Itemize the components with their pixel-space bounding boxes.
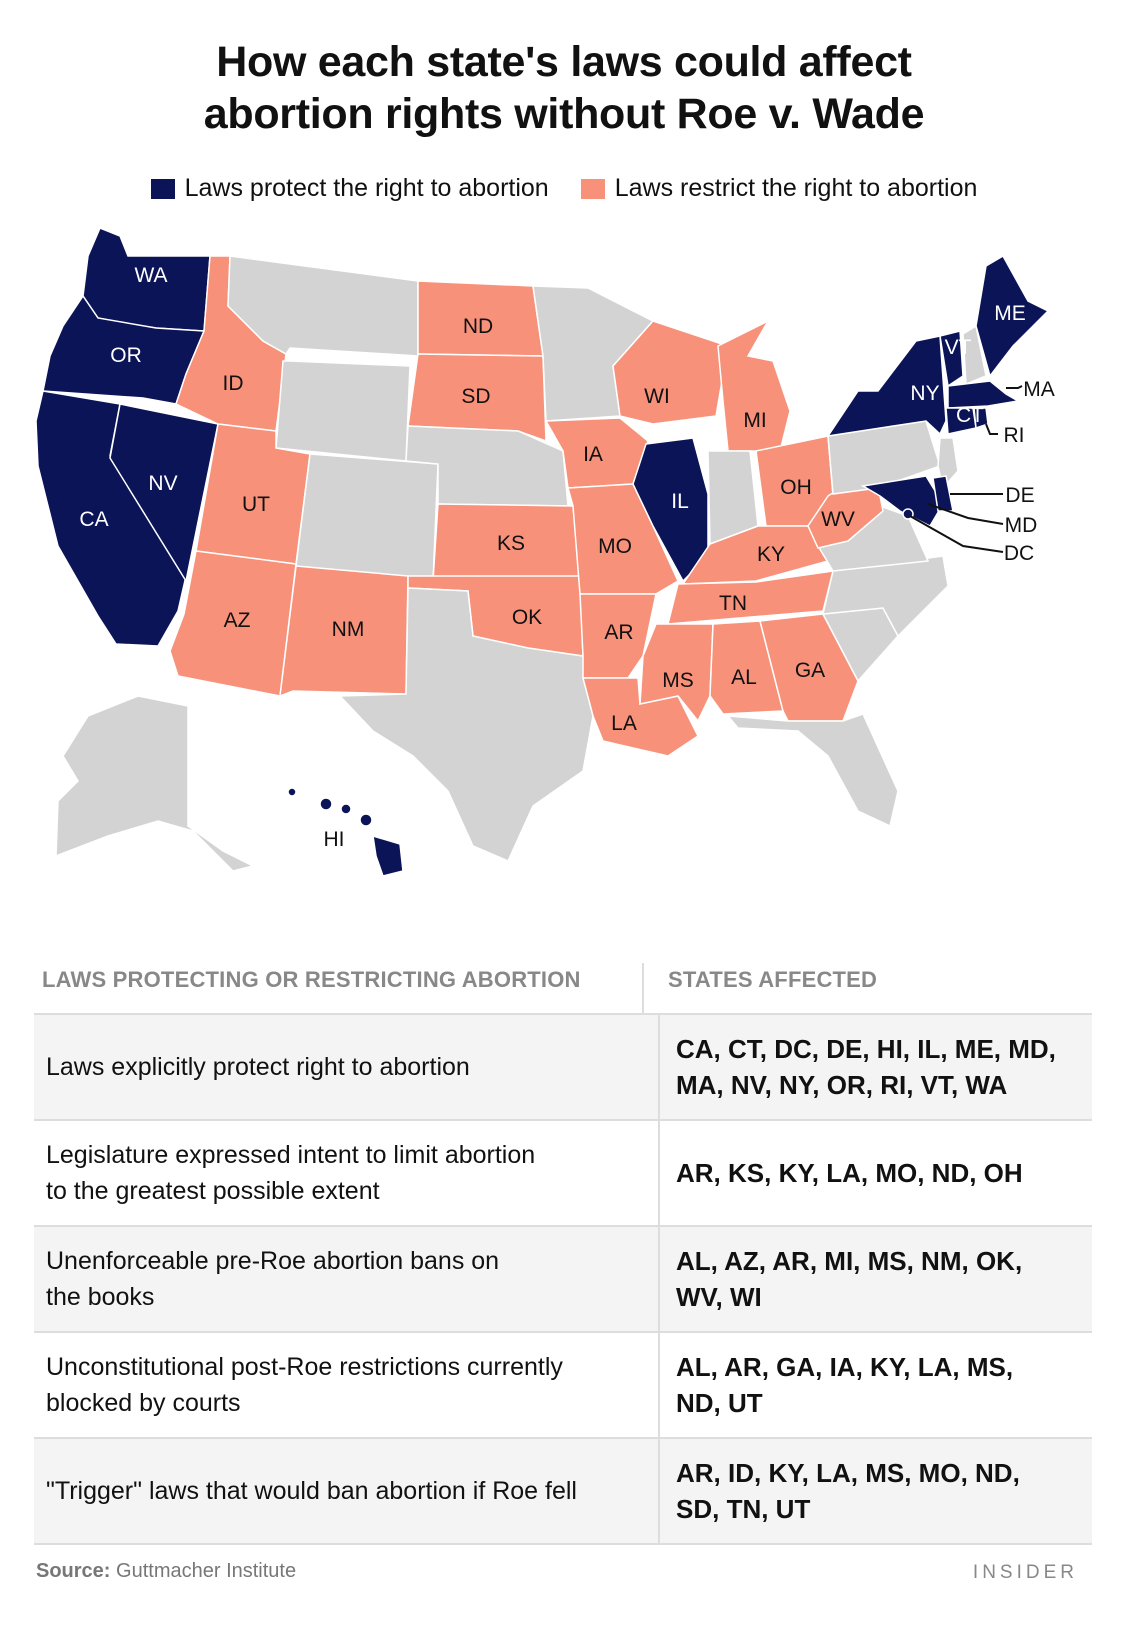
- legend-item-protect: [151, 174, 549, 203]
- label-VT: VT: [944, 336, 972, 359]
- table-row: [34, 1015, 1092, 1121]
- law-line: "Trigger" laws that would ban abortion if Roe fell: [46, 1477, 577, 1505]
- legend-item-restrict: [581, 174, 978, 203]
- label-MO: MO: [598, 535, 632, 558]
- callout-MD: [928, 504, 1003, 524]
- law-line: Laws explicitly protect right to abortion: [46, 1053, 470, 1081]
- label-KY: KY: [756, 543, 786, 566]
- table-row: [34, 1333, 1092, 1439]
- table-cell-states: [658, 1227, 1092, 1331]
- legend-label-protect: Laws protect the right to abortion: [184, 174, 549, 202]
- chart-title: [0, 36, 1128, 140]
- label-HI: HI: [323, 828, 345, 851]
- states-line: AR, ID, KY, LA, MS, MO, ND,: [676, 1458, 1020, 1488]
- brand-logo: INSIDER: [972, 1562, 1078, 1583]
- law-line: Legislature expressed intent to limit abortion: [46, 1141, 536, 1169]
- source-note: [36, 1560, 296, 1583]
- label-DE: DE: [1005, 484, 1035, 507]
- label-ME: ME: [994, 302, 1026, 325]
- label-WA: WA: [134, 264, 168, 287]
- label-GA: GA: [794, 659, 826, 682]
- state-HI-island-4: [360, 814, 372, 826]
- state-HI-island-1: [288, 788, 296, 796]
- states-line: MA, NV, NY, OR, RI, VT, WA: [676, 1070, 1008, 1100]
- states-line: AL, AZ, AR, MI, MS, NM, OK,: [676, 1246, 1023, 1276]
- label-LA: LA: [611, 712, 637, 735]
- law-line: Unconstitutional post-Roe restrictions currently: [46, 1353, 563, 1381]
- label-NY: NY: [910, 382, 940, 405]
- label-SD: SD: [461, 385, 491, 408]
- label-NM: NM: [331, 618, 365, 641]
- table-cell-law: [34, 1333, 658, 1437]
- law-line: blocked by courts: [46, 1389, 241, 1417]
- law-line: to the greatest possible extent: [46, 1177, 380, 1205]
- table-cell-states: [658, 1015, 1092, 1119]
- label-MI: MI: [743, 409, 767, 432]
- label-AR: AR: [604, 621, 634, 644]
- us-map: [28, 226, 1068, 886]
- table-header-states: STATES AFFECTED: [642, 963, 877, 1013]
- table-header: [34, 963, 1092, 1015]
- label-CA: CA: [79, 508, 109, 531]
- law-line: Unenforceable pre-Roe abortion bans on: [46, 1247, 500, 1275]
- label-WI: WI: [644, 385, 670, 408]
- table-row: [34, 1227, 1092, 1333]
- state-HI-island-3: [341, 804, 351, 814]
- laws-table: [34, 963, 1092, 1545]
- table-cell-law: [34, 1015, 658, 1119]
- label-DC: DC: [1003, 542, 1035, 565]
- states-line: SD, TN, UT: [676, 1494, 811, 1524]
- label-NV: NV: [148, 472, 178, 495]
- callout-MA: [1006, 386, 1022, 388]
- label-ND: ND: [462, 315, 494, 338]
- label-CT: CT: [956, 404, 984, 427]
- law-line: the books: [46, 1283, 155, 1311]
- table-header-laws: LAWS PROTECTING OR RESTRICTING ABORTION: [42, 967, 581, 992]
- state-FL: [728, 714, 898, 826]
- table-cell-law: [34, 1439, 658, 1543]
- states-line: AL, AR, GA, IA, KY, LA, MS,: [676, 1352, 1014, 1382]
- label-RI: RI: [1003, 424, 1025, 447]
- table-row: [34, 1439, 1092, 1545]
- state-CO: [296, 454, 438, 581]
- legend-label-restrict: Laws restrict the right to abortion: [614, 174, 978, 202]
- state-AK: [56, 696, 253, 871]
- label-KS: KS: [496, 532, 526, 555]
- label-OH: OH: [780, 476, 812, 499]
- title-line-2: abortion rights without Roe v. Wade: [203, 90, 925, 138]
- states-line: CA, CT, DC, DE, HI, IL, ME, MD,: [676, 1034, 1056, 1064]
- states-line: AR, KS, KY, LA, MO, ND, OH: [676, 1158, 1023, 1188]
- state-HI: [373, 836, 403, 876]
- source-prefix: Source:: [36, 1560, 111, 1582]
- label-OK: OK: [511, 606, 543, 629]
- source-name: Guttmacher Institute: [116, 1560, 297, 1582]
- callout-RI: [986, 424, 998, 434]
- label-AZ: AZ: [223, 609, 251, 632]
- title-line-1: How each state's laws could affect: [216, 38, 912, 86]
- label-MA: MA: [1023, 378, 1055, 401]
- state-WY: [276, 361, 410, 461]
- label-WV: WV: [821, 508, 855, 531]
- state-HI-island-2: [320, 798, 332, 810]
- label-MS: MS: [662, 669, 694, 692]
- states-line: WV, WI: [676, 1282, 762, 1312]
- label-TN: TN: [719, 592, 747, 615]
- table-row: [34, 1121, 1092, 1227]
- label-MD: MD: [1004, 514, 1038, 537]
- label-AL: AL: [731, 666, 757, 689]
- table-cell-law: [34, 1227, 658, 1331]
- label-OR: OR: [110, 344, 142, 367]
- legend: [0, 174, 1128, 203]
- label-UT: UT: [242, 493, 270, 516]
- table-cell-states: [658, 1121, 1092, 1225]
- legend-swatch-protect: [151, 179, 175, 199]
- states-line: ND, UT: [676, 1388, 763, 1418]
- label-ID: ID: [222, 372, 244, 395]
- legend-swatch-restrict: [581, 179, 605, 199]
- table-cell-states: [658, 1333, 1092, 1437]
- table-cell-law: [34, 1121, 658, 1225]
- label-IL: IL: [671, 490, 689, 513]
- label-IA: IA: [583, 443, 603, 466]
- table-cell-states: [658, 1439, 1092, 1543]
